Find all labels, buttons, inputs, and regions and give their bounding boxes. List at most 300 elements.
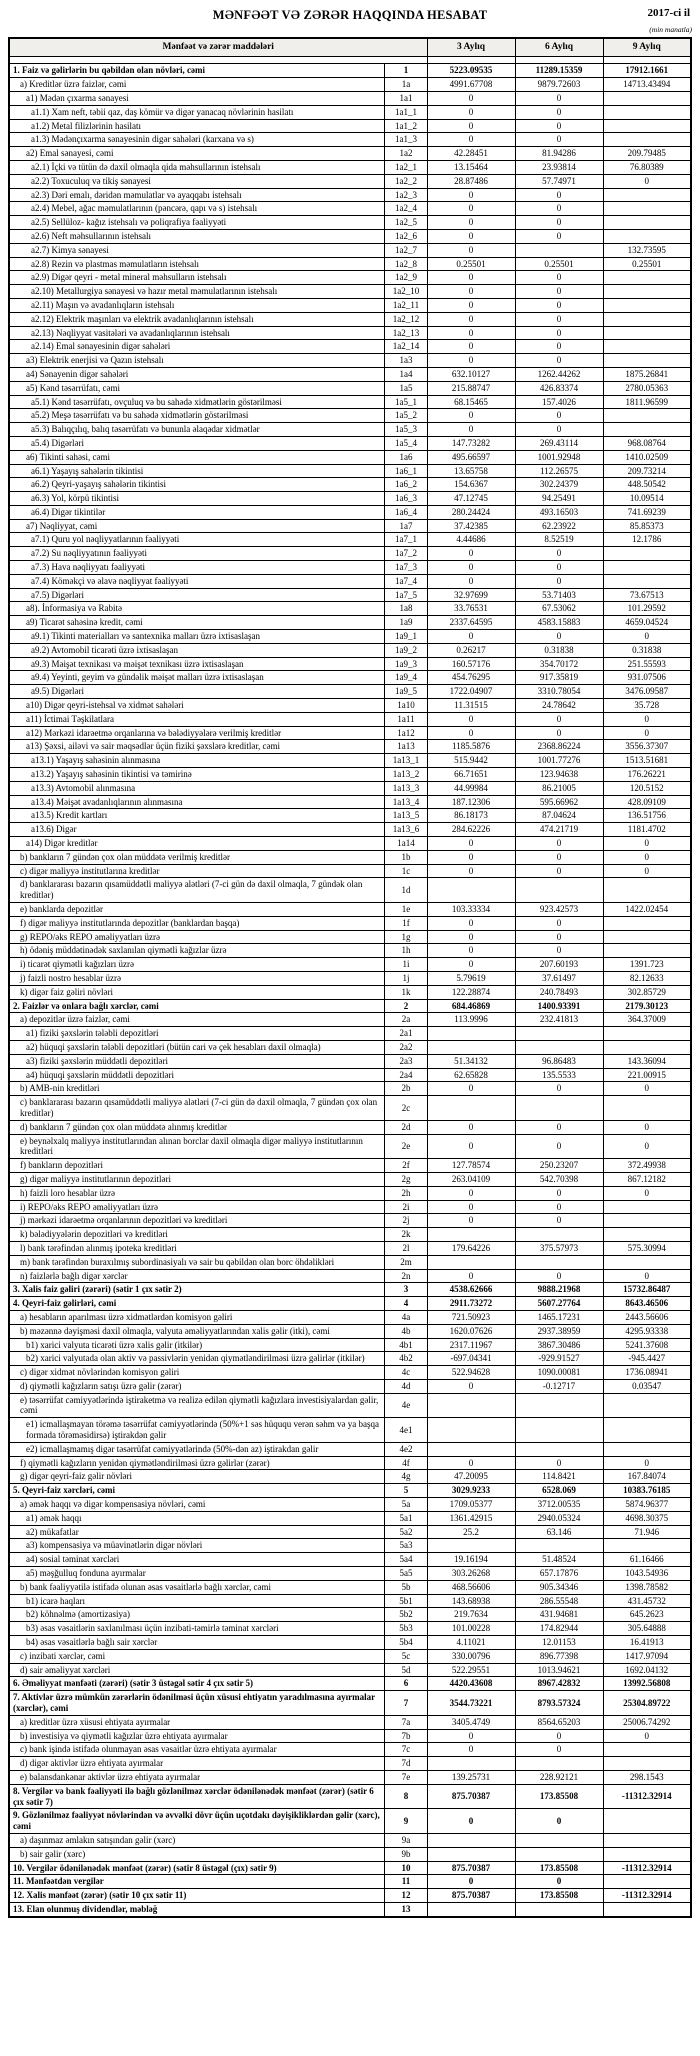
row-label: a) depozitlər üzrə faizlər, cəmi — [9, 1013, 385, 1027]
row-value: 1709.05377 — [427, 1498, 515, 1512]
row-label: i) REPO/əks REPO əməliyyatları üzrə — [9, 1200, 385, 1214]
row-value: 0 — [603, 1120, 691, 1134]
row-code: 2g — [385, 1172, 427, 1186]
table-row — [9, 823, 691, 837]
row-value: 0 — [427, 1809, 515, 1834]
row-code: 1a14 — [385, 837, 427, 851]
row-code: 4b1 — [385, 1338, 427, 1352]
row-label: h) ödəniş müddətinədək saxlanılan qiymətli kağızlar üzrə — [9, 944, 385, 958]
row-value: 0 — [603, 174, 691, 188]
row-value: 0.25501 — [515, 257, 603, 271]
row-value: 0 — [427, 1120, 515, 1134]
row-code: 4b2 — [385, 1352, 427, 1366]
row-value: 0 — [427, 1200, 515, 1214]
spacer-row — [9, 57, 691, 64]
row-value — [603, 285, 691, 299]
row-value — [515, 1040, 603, 1054]
row-value: 5607.27764 — [515, 1297, 603, 1311]
row-code: 1k — [385, 985, 427, 999]
row-label: a2.4) Mebel, ağac məmulatlarının (pəncərə, qapı və s) istehsalı — [9, 202, 385, 216]
table-row — [9, 119, 691, 133]
row-value — [515, 1255, 603, 1269]
row-value: 1090.00081 — [515, 1366, 603, 1380]
table-row — [9, 1889, 691, 1903]
row-code: 1a5_3 — [385, 423, 427, 437]
row-label: b) məzənnə dəyişməsi daxil olmaqla, valyuta əməliyyatlarından xalis gəlir (itki), cəmi — [9, 1324, 385, 1338]
row-value: 136.51756 — [603, 809, 691, 823]
row-label: a2.6) Neft məhsullarının istehsalı — [9, 229, 385, 243]
row-label: a7.2) Su nəqliyyatının fəaliyyəti — [9, 547, 385, 561]
row-code: 5a5 — [385, 1567, 427, 1581]
row-code: 6 — [385, 1677, 427, 1691]
row-label: h) faizli loro hesablar üzrə — [9, 1186, 385, 1200]
table-row — [9, 944, 691, 958]
row-value: 493.16503 — [515, 505, 603, 519]
row-code: 5b — [385, 1580, 427, 1594]
row-value: 2179.30123 — [603, 999, 691, 1013]
row-value — [515, 878, 603, 903]
table-row — [9, 850, 691, 864]
row-code: 1a9 — [385, 616, 427, 630]
table-row — [9, 1228, 691, 1242]
row-value: 431.45732 — [603, 1594, 691, 1608]
row-label: a4) sosial təminat xərcləri — [9, 1553, 385, 1567]
row-value: 2940.05324 — [515, 1511, 603, 1525]
row-code: 1a9_4 — [385, 671, 427, 685]
row-code: 1h — [385, 944, 427, 958]
row-label: a9.3) Məişət texnikası və məişət texnikası üzrə ixtisaslaşan — [9, 657, 385, 671]
row-label: c) digər maliyyə institutlarına kreditlər — [9, 864, 385, 878]
row-value: 25304.89722 — [603, 1691, 691, 1716]
row-value: 0 — [427, 271, 515, 285]
row-code: 2a2 — [385, 1040, 427, 1054]
table-row — [9, 1186, 691, 1200]
row-code: 5a3 — [385, 1539, 427, 1553]
table-row — [9, 740, 691, 754]
row-label: l) bank tərəfindən alınmış ipoteka kreditləri — [9, 1241, 385, 1255]
row-value: 179.64226 — [427, 1241, 515, 1255]
row-value: 8.52519 — [515, 533, 603, 547]
row-value — [427, 1833, 515, 1847]
row-code: 1a2_12 — [385, 312, 427, 326]
row-value — [603, 1200, 691, 1214]
table-row — [9, 864, 691, 878]
row-value: 0 — [603, 850, 691, 864]
row-code: 4a — [385, 1310, 427, 1324]
row-value: 143.36094 — [603, 1054, 691, 1068]
row-value: -0.12717 — [515, 1379, 603, 1393]
row-value: 923.42573 — [515, 903, 603, 917]
row-code: 1a13_4 — [385, 795, 427, 809]
table-row — [9, 519, 691, 533]
row-value: 448.50542 — [603, 478, 691, 492]
row-value: 867.12182 — [603, 1172, 691, 1186]
row-code: 1a7_4 — [385, 574, 427, 588]
row-value — [603, 1442, 691, 1456]
row-value: 44.99984 — [427, 781, 515, 795]
row-value: 302.85729 — [603, 985, 691, 999]
table-row — [9, 1338, 691, 1352]
row-value — [603, 1255, 691, 1269]
row-value: 94.25491 — [515, 492, 603, 506]
table-row — [9, 1366, 691, 1380]
row-label: b) AMB-nin kreditləri — [9, 1082, 385, 1096]
row-code: 1a7_2 — [385, 547, 427, 561]
table-row — [9, 1214, 691, 1228]
table-row — [9, 795, 691, 809]
row-label: a13.5) Kredit kartları — [9, 809, 385, 823]
row-label: 10. Vergilər ödənilənədək mənfəət (zərər) (sətir 8 üstəgəl (çıx) sətir 9) — [9, 1861, 385, 1875]
row-label: a13.6) Digər — [9, 823, 385, 837]
row-label: e1) icmallaşmayan törəmə təsərrüfat cəmiyyətlərində (50%+1 səs hüququ verən səhm və ya başqa formada törəməsidirsə) iştirakdən gəlir — [9, 1418, 385, 1443]
table-header-row — [9, 38, 691, 57]
table-row — [9, 985, 691, 999]
row-value: 0 — [515, 726, 603, 740]
row-code: 2k — [385, 1228, 427, 1242]
table-row — [9, 768, 691, 782]
row-code: 2a4 — [385, 1068, 427, 1082]
row-value — [515, 1393, 603, 1418]
row-value: 0 — [427, 864, 515, 878]
report-year: 2017-ci il — [647, 7, 690, 19]
row-code: 1a1 — [385, 91, 427, 105]
row-value — [515, 1902, 603, 1916]
row-value: 0 — [603, 1082, 691, 1096]
row-value: 154.6367 — [427, 478, 515, 492]
row-code: 1a2_10 — [385, 285, 427, 299]
table-row — [9, 64, 691, 78]
row-value: 232.41813 — [515, 1013, 603, 1027]
row-value: 1722.04907 — [427, 685, 515, 699]
row-code: 2i — [385, 1200, 427, 1214]
row-value: 0 — [515, 326, 603, 340]
row-value: -11312.32914 — [603, 1889, 691, 1903]
row-label: a6.3) Yol, körpü tikintisi — [9, 492, 385, 506]
table-row — [9, 1553, 691, 1567]
row-value: 1398.78582 — [603, 1580, 691, 1594]
row-value — [603, 1418, 691, 1443]
row-label: d) digər aktivlər üzrə ehtiyata ayırmalar — [9, 1757, 385, 1771]
row-value: 139.25731 — [427, 1771, 515, 1785]
row-value: 147.73282 — [427, 436, 515, 450]
row-value: 0 — [427, 105, 515, 119]
row-value: 0 — [427, 354, 515, 368]
row-label: e) balansdankənar aktivlər üzrə ehtiyata ayırmalar — [9, 1771, 385, 1785]
row-label: a2.13) Nəqliyyat vasitələri və avadanlıqlarının istehsalı — [9, 326, 385, 340]
spacer-cell — [9, 57, 427, 64]
row-value: 0 — [427, 1875, 515, 1889]
table-row — [9, 1068, 691, 1082]
report-header — [8, 6, 692, 34]
row-value — [603, 561, 691, 575]
row-value: 721.50923 — [427, 1310, 515, 1324]
row-label: k) bələdiyyələrin depozitləri və kreditləri — [9, 1228, 385, 1242]
row-code: 5a — [385, 1498, 427, 1512]
row-value: 3476.09587 — [603, 685, 691, 699]
table-row — [9, 1013, 691, 1027]
row-value: 1181.4702 — [603, 823, 691, 837]
row-value: -929.91527 — [515, 1352, 603, 1366]
row-label: f) qiymətli kağızların yenidən qiymətləndirilməsi üzrə gəlirlər (zərər) — [9, 1456, 385, 1470]
table-row — [9, 91, 691, 105]
row-value — [427, 1228, 515, 1242]
row-label: 12. Xalis mənfəət (zərər) (sətir 10 çıx sətir 11) — [9, 1889, 385, 1903]
row-value: 0 — [427, 916, 515, 930]
row-value — [427, 878, 515, 903]
table-row — [9, 657, 691, 671]
row-value: 1811.96599 — [603, 395, 691, 409]
row-value: 101.29592 — [603, 602, 691, 616]
row-value: 0.03547 — [603, 1379, 691, 1393]
row-value: 0 — [515, 1456, 603, 1470]
row-value: 0 — [427, 930, 515, 944]
row-value: 0 — [427, 1456, 515, 1470]
row-value: 86.18173 — [427, 809, 515, 823]
row-value: 13992.56808 — [603, 1677, 691, 1691]
row-value: 3867.30486 — [515, 1338, 603, 1352]
row-value: 1692.04132 — [603, 1663, 691, 1677]
row-value: 0.31838 — [603, 643, 691, 657]
table-row — [9, 147, 691, 161]
row-label: b4) əsas vəsaitlərlə bağlı sair xərclər — [9, 1636, 385, 1650]
row-value: 5241.37608 — [603, 1338, 691, 1352]
row-label: 7. Aktivlər üzrə mümkün zərərlərin ödənilməsi üçün xüsusi ehtiyatın yaradılmasına ayırmalar (xərclər), cəmi — [9, 1691, 385, 1716]
row-value: 0 — [515, 91, 603, 105]
row-value: 1001.92948 — [515, 450, 603, 464]
row-value — [603, 133, 691, 147]
row-code: 1e — [385, 903, 427, 917]
row-code: 11 — [385, 1875, 427, 1889]
row-value: 10.09514 — [603, 492, 691, 506]
row-label: b) investisiya və qiymətli kağızlar üzrə ehtiyata ayırmalar — [9, 1729, 385, 1743]
row-label: n) faizlərlə bağlı digər xərclər — [9, 1269, 385, 1283]
row-label: a13.4) Məişət avadanlıqlarının alınmasına — [9, 795, 385, 809]
row-value — [603, 271, 691, 285]
row-label: e) təsərrüfat cəmiyyətlərində iştiraketmə və realizə edilən qiymətli kağızlara investisiyalardan gəlir, cəmi — [9, 1393, 385, 1418]
table-row — [9, 809, 691, 823]
row-label: a13.1) Yaşayış sahəsinin alınmasına — [9, 754, 385, 768]
row-label: a5) məşğulluq fonduna ayırmalar — [9, 1567, 385, 1581]
row-code: 5b1 — [385, 1594, 427, 1608]
row-value: 0 — [427, 423, 515, 437]
row-label: a) əmək haqqı və digər kompensasiya növləri, cəmi — [9, 1498, 385, 1512]
table-row — [9, 478, 691, 492]
row-value: 875.70387 — [427, 1784, 515, 1809]
row-value: 0 — [427, 188, 515, 202]
table-row — [9, 450, 691, 464]
table-row — [9, 1484, 691, 1498]
row-value — [603, 312, 691, 326]
row-label: a6) Tikinti sahəsi, cəmi — [9, 450, 385, 464]
table-row — [9, 1743, 691, 1757]
row-label: c) inzibati xərclər, cəmi — [9, 1649, 385, 1663]
table-row — [9, 1784, 691, 1809]
row-code: 1a11 — [385, 712, 427, 726]
row-value: 11289.15359 — [515, 64, 603, 78]
row-code: 2f — [385, 1159, 427, 1173]
row-label: a6.1) Yaşayış sahələrin tikintisi — [9, 464, 385, 478]
table-row — [9, 1636, 691, 1650]
row-value: 1620.07626 — [427, 1324, 515, 1338]
row-value — [603, 1743, 691, 1757]
row-value: 263.04109 — [427, 1172, 515, 1186]
row-label: a3) fiziki şəxslərin müddətli depozitləri — [9, 1054, 385, 1068]
row-code: 1a5_4 — [385, 436, 427, 450]
row-value: -11312.32914 — [603, 1784, 691, 1809]
row-value: 96.86483 — [515, 1054, 603, 1068]
row-value — [427, 1027, 515, 1041]
row-value: 0 — [515, 1743, 603, 1757]
table-row — [9, 1096, 691, 1121]
row-value — [603, 216, 691, 230]
table-row — [9, 1082, 691, 1096]
row-value: 101.00228 — [427, 1622, 515, 1636]
row-code: 2 — [385, 999, 427, 1013]
row-label: k) digər faiz gəliri növləri — [9, 985, 385, 999]
row-value: 0 — [515, 229, 603, 243]
row-label: a2.14) Emal sənayesinin digər sahələri — [9, 340, 385, 354]
row-value — [515, 1228, 603, 1242]
row-value: 1262.44262 — [515, 367, 603, 381]
table-row — [9, 298, 691, 312]
row-value: 62.65828 — [427, 1068, 515, 1082]
row-value: 4.11021 — [427, 1636, 515, 1650]
table-row — [9, 1283, 691, 1297]
table-row — [9, 1539, 691, 1553]
row-label: 2. Faizlər və onlara bağlı xərclər, cəmi — [9, 999, 385, 1013]
row-label: d) sair əməliyyat xərcləri — [9, 1663, 385, 1677]
row-value: 51.48524 — [515, 1553, 603, 1567]
row-label: i) ticarət qiymətli kağızları üzrə — [9, 958, 385, 972]
row-value — [603, 202, 691, 216]
table-row — [9, 1594, 691, 1608]
row-value: 0 — [515, 561, 603, 575]
row-code: 1a1_3 — [385, 133, 427, 147]
row-value: 0 — [427, 202, 515, 216]
row-value — [515, 1833, 603, 1847]
row-value: 5874.96377 — [603, 1498, 691, 1512]
row-label: a2.11) Maşın və avadanlıqların istehsalı — [9, 298, 385, 312]
row-label: a3) Elektrik enerjisi və Qazın istehsalı — [9, 354, 385, 368]
row-value: 1391.723 — [603, 958, 691, 972]
row-value: 2317.11967 — [427, 1338, 515, 1352]
row-value: 16.41913 — [603, 1636, 691, 1650]
row-value: 0 — [515, 916, 603, 930]
row-value: 0 — [427, 216, 515, 230]
row-value: 1736.08941 — [603, 1366, 691, 1380]
row-label: a5.1) Kənd təsərrüfatı, ovçuluq və bu sahədə xidmətlərin göstərilməsi — [9, 395, 385, 409]
row-value — [427, 1847, 515, 1861]
row-code: 1 — [385, 64, 427, 78]
row-code: 1b — [385, 850, 427, 864]
row-code: 1a13_3 — [385, 781, 427, 795]
row-value: 0 — [515, 1269, 603, 1283]
row-value: 302.24379 — [515, 478, 603, 492]
row-value — [427, 1393, 515, 1418]
row-value: 9879.72603 — [515, 78, 603, 92]
row-value: 280.24424 — [427, 505, 515, 519]
row-value — [603, 354, 691, 368]
row-code: 1a6 — [385, 450, 427, 464]
row-value: 0 — [427, 1379, 515, 1393]
row-label: a2) mükafatlar — [9, 1525, 385, 1539]
row-value: 875.70387 — [427, 1889, 515, 1903]
table-row — [9, 1352, 691, 1366]
row-code: 1a8 — [385, 602, 427, 616]
row-label: c) bank işində istifadə olunmayan əsas vəsaitlər üzrə ehtiyata ayırmalar — [9, 1743, 385, 1757]
row-value — [603, 326, 691, 340]
row-label: j) faizli nostro hesablar üzrə — [9, 971, 385, 985]
table-row — [9, 602, 691, 616]
row-code: 1a2_5 — [385, 216, 427, 230]
table-row — [9, 754, 691, 768]
table-row — [9, 699, 691, 713]
row-value — [515, 1027, 603, 1041]
row-value: 6528.069 — [515, 1484, 603, 1498]
row-value: 0 — [515, 119, 603, 133]
row-value — [427, 1757, 515, 1771]
row-label: a9.4) Yeyinti, geyim və gündəlik məişət malları üzrə ixtisaslaşan — [9, 671, 385, 685]
row-value: 8643.46506 — [603, 1297, 691, 1311]
row-value: 250.23207 — [515, 1159, 603, 1173]
table-row — [9, 616, 691, 630]
table-row — [9, 78, 691, 92]
row-label: a10) Digər qeyri-istehsal və xidmət sahələri — [9, 699, 385, 713]
table-row — [9, 216, 691, 230]
row-value: 0 — [427, 243, 515, 257]
row-value: 1400.93391 — [515, 999, 603, 1013]
table-row — [9, 1567, 691, 1581]
row-value: 0 — [427, 850, 515, 864]
row-value — [603, 1833, 691, 1847]
row-label: a) daşınmaz əmlakın satışından gəlir (xərc) — [9, 1833, 385, 1847]
row-value — [603, 340, 691, 354]
row-value: 0 — [603, 837, 691, 851]
row-value: 19.16194 — [427, 1553, 515, 1567]
row-value: 2780.05363 — [603, 381, 691, 395]
row-value: 0 — [515, 285, 603, 299]
row-value: 905.34346 — [515, 1580, 603, 1594]
row-value: 35.728 — [603, 699, 691, 713]
table-row — [9, 1511, 691, 1525]
row-label: d) banklararası bazarın qısamüddətli maliyyə alətləri (7-ci gün də daxil olmaqla, 7 gündək olan kreditlər) — [9, 878, 385, 903]
row-value — [603, 1847, 691, 1861]
row-value: 0 — [515, 944, 603, 958]
table-row — [9, 1310, 691, 1324]
row-value: 0 — [515, 1200, 603, 1214]
row-code: 13 — [385, 1902, 427, 1916]
table-row — [9, 436, 691, 450]
row-value: 0 — [515, 1875, 603, 1889]
row-label: a6.4) Digər tikintilər — [9, 505, 385, 519]
row-code: 1i — [385, 958, 427, 972]
table-row — [9, 1054, 691, 1068]
table-row — [9, 188, 691, 202]
row-label: a2.1) İçki və tütün də daxil olmaqla qida məhsullarının istehsalı — [9, 160, 385, 174]
table-row — [9, 1622, 691, 1636]
row-value: 0 — [515, 340, 603, 354]
row-value: 4698.30375 — [603, 1511, 691, 1525]
row-code: 1a2_6 — [385, 229, 427, 243]
row-value: 1001.77276 — [515, 754, 603, 768]
row-label: a2.7) Kimya sənayesi — [9, 243, 385, 257]
row-value: 0 — [603, 1729, 691, 1743]
row-code: 1a5 — [385, 381, 427, 395]
table-row — [9, 1649, 691, 1663]
row-code: 5d — [385, 1663, 427, 1677]
row-value — [515, 1757, 603, 1771]
row-value — [515, 1847, 603, 1861]
